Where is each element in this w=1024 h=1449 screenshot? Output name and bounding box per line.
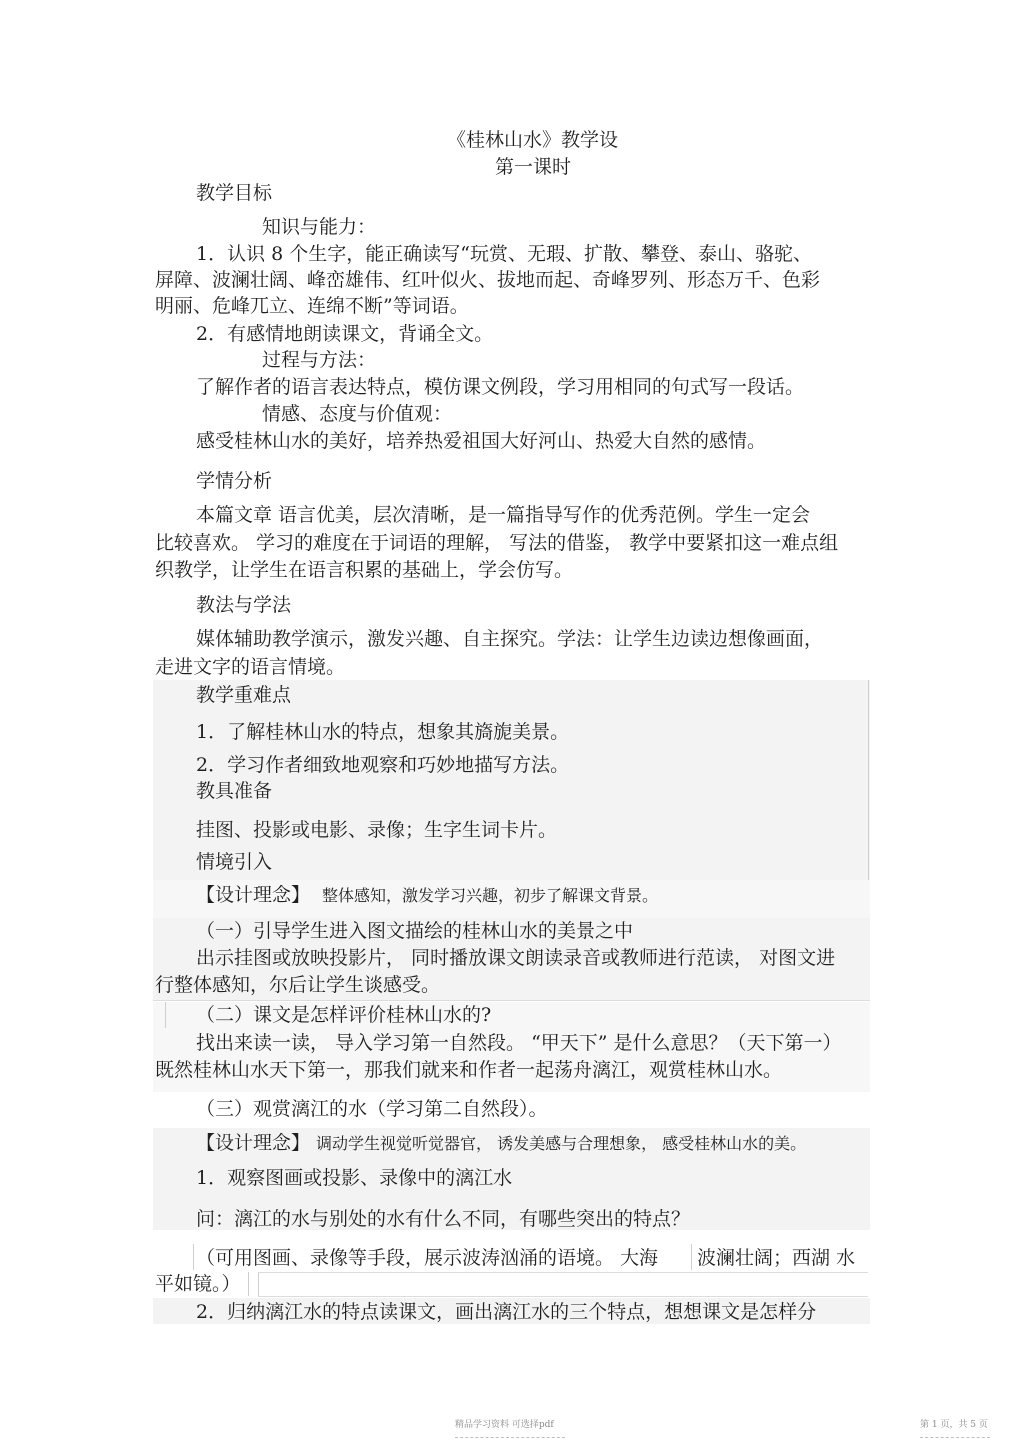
process-heading: 过程与方法：	[262, 349, 377, 371]
analysis-line3: 织教学，让学生在语言积累的基础上，学会仿写。	[155, 559, 574, 581]
hint-line1: （可用图画、录像等手段，展示波涛汹涌的语境。 大海	[196, 1247, 659, 1269]
rule-vertical-hint-right	[248, 1272, 249, 1296]
part1-title: （一）引导学生进入图文描绘的桂林山水的美景之中	[196, 920, 634, 942]
question-text: 问：漓江的水与别处的水有什么不同，有哪些突出的特点？	[196, 1208, 691, 1230]
footer-left: 精品学习资料 可选择pdf	[455, 1420, 554, 1430]
analysis-line2: 比较喜欢。 学习的难度在于词语的理解， 写法的借鉴， 教学中要紧扣这一难点组	[155, 532, 839, 554]
footer-page-number: 第 1 页，共 5 页	[920, 1420, 988, 1430]
hint-line1-continued: 波澜壮阔；西湖 水	[697, 1247, 856, 1269]
emotion-heading: 情感、态度与价值观：	[262, 403, 453, 425]
part2-title: （二）课文是怎样评价桂林山水的?	[196, 1004, 492, 1026]
page-title: 《桂林山水》教学设	[447, 129, 619, 151]
knowledge-heading: 知识与能力：	[262, 216, 377, 238]
part2-line2: 既然桂林山水天下第一，那我们就来和作者一起荡舟漓江，观赏桂林山水。	[155, 1059, 783, 1081]
observation-item2: 2．归纳漓江水的特点读课文，画出漓江水的三个特点，想想课文是怎样分	[196, 1301, 817, 1323]
keypoints-item1: 1．了解桂林山水的特点，想象其旖旎美景。	[196, 721, 570, 743]
analysis-line1: 本篇文章 语言优美，层次清晰，是一篇指导写作的优秀范例。学生一定会	[196, 504, 811, 526]
footer-left-dashes	[455, 1437, 565, 1438]
objective-item2: 2．有感情地朗读课文，背诵全文。	[196, 323, 494, 345]
intro-heading: 情境引入	[196, 851, 273, 873]
keypoints-item2: 2．学习作者细致地观察和巧妙地描写方法。	[196, 754, 570, 776]
rule-vertical-hint-mid	[691, 1244, 692, 1270]
methods-heading: 教法与学法	[196, 594, 292, 616]
objective-item1-line1: 1．认识 8 个生字，能正确读写“玩赏、无瑕、扩散、攀登、泰山、骆驼、	[196, 243, 812, 265]
part1-line1: 出示挂图或放映投影片， 同时播放课文朗读录音或教师进行范读， 对图文进	[196, 947, 836, 969]
part2-line1: 找出来读一读， 导入学习第一自然段。 “甲天下” 是什么意思？（天下第一）	[196, 1032, 842, 1054]
rule-vertical-hint-left	[193, 1244, 194, 1270]
materials-text: 挂图、投影或电影、录像；生字生词卡片。	[196, 819, 558, 841]
rule-horizontal-hint-box	[258, 1272, 868, 1273]
rule-horizontal-part2	[153, 1000, 870, 1001]
part1-line2: 行整体感知，尔后让学生谈感受。	[155, 974, 441, 996]
hint-line2: 平如镜。）	[155, 1273, 241, 1295]
observation-item1: 1．观察图画或投影、录像中的漓江水	[196, 1167, 513, 1189]
rule-vertical-keypoints	[868, 680, 869, 880]
materials-heading: 教具准备	[196, 780, 273, 802]
rule-vertical-hint-box	[258, 1272, 259, 1296]
emotion-text: 感受桂林山水的美好，培养热爱祖国大好河山、热爱大自然的感情。	[196, 430, 767, 452]
part3-title: （三）观赏漓江的水（学习第二自然段）。	[196, 1098, 548, 1120]
keypoints-heading: 教学重难点	[196, 684, 292, 706]
design1-text: 整体感知，激发学习兴趣，初步了解课文背景。	[322, 886, 659, 905]
design2-label: 【设计理念】	[196, 1132, 311, 1154]
rule-vertical-part2-left	[165, 1002, 166, 1028]
objective-item1-line3: 明丽、危峰兀立、连绵不断”等词语。	[155, 295, 469, 317]
design2-text: 调动学生视觉听觉器官， 诱发美感与合理想象， 感受桂林山水的美。	[316, 1134, 807, 1153]
objective-item1-line2: 屏障、波澜壮阔、峰峦雄伟、红叶似火、拔地而起、奇峰罗列、形态万千、色彩	[155, 269, 821, 291]
analysis-heading: 学情分析	[196, 470, 273, 492]
objectives-heading: 教学目标	[196, 182, 273, 204]
design1-label: 【设计理念】	[196, 884, 311, 906]
rule-horizontal-hint-bottom	[258, 1296, 868, 1297]
methods-line2: 走进文字的语言情境。	[155, 656, 346, 678]
methods-line1: 媒体辅助教学演示，激发兴趣、自主探究。学法：让学生边读边想像画面，	[196, 628, 824, 650]
footer-right-dashes	[920, 1437, 990, 1438]
process-text: 了解作者的语言表达特点，模仿课文例段，学习用相同的句式写一段话。	[196, 376, 805, 398]
page-subtitle: 第一课时	[495, 156, 572, 178]
